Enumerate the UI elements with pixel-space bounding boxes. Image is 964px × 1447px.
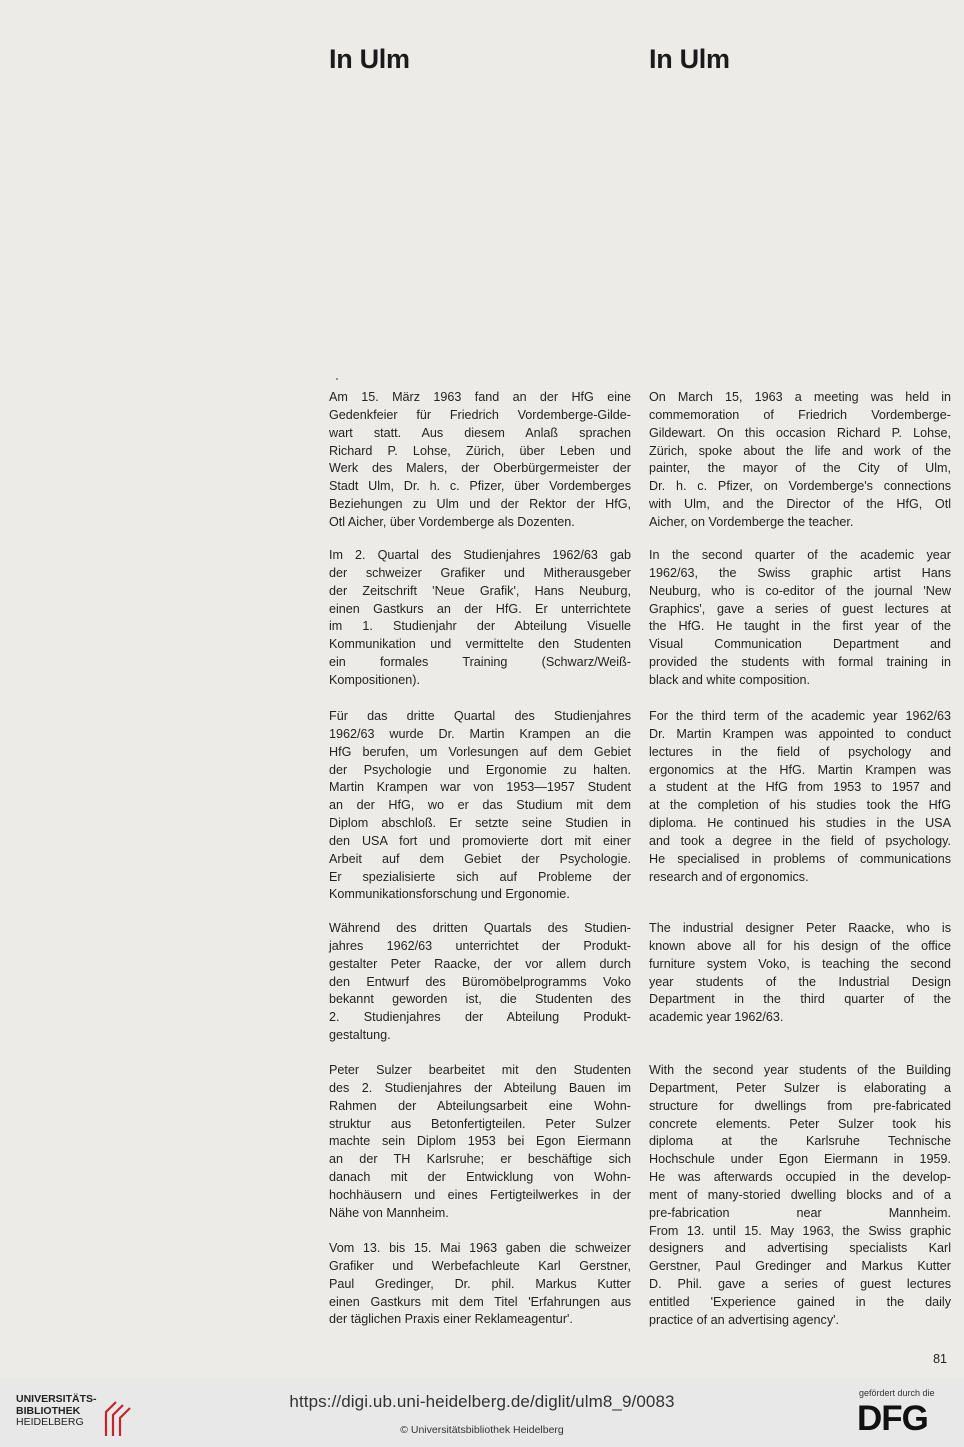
text-line: Gedenkfeier für Friedrich Vordemberge-Gilde- [329, 407, 631, 422]
library-name-line1: UNIVERSITÄTS- [16, 1393, 97, 1405]
text-line: the HfG. He taught in the first year of the [649, 619, 951, 634]
text-line: jahres 1962/63 unterrichtet der Produkt- [329, 938, 631, 953]
text-line: der Zeitschrift 'Neue Grafik', Hans Neuburg, [329, 583, 631, 598]
text-line: im 1. Studienjahr der Abteilung Visuelle [329, 619, 631, 634]
text-line: Hochschule under Egon Eiermann in 1959. [649, 1152, 951, 1167]
text-line: with Ulm, and the Director of the HfG, Otl [649, 497, 951, 512]
page-title-german: In Ulm [329, 44, 410, 74]
text-line: Peter Sulzer bearbeitet mit den Studenten [329, 1063, 631, 1077]
text-line: Dr. Martin Krampen was appointed to conduct [649, 726, 951, 741]
text-line: Für das dritte Quartal des Studienjahres [329, 709, 631, 723]
paragraph [649, 920, 951, 1027]
text-line: black and white composition. [649, 672, 811, 687]
text-line: bekannt geworden ist, die Studenten des [329, 992, 631, 1007]
text-line: HfG berufen, um Vorlesungen auf dem Gebiet [329, 744, 631, 759]
text-line: einen Gastkurs mit dem Titel 'Erfahrungen aus [329, 1294, 631, 1309]
text-line: Diplom abschloß. Er setzte seine Studien in [329, 816, 631, 831]
text-line: Aicher, on Vordemberge the teacher. [649, 514, 854, 529]
text-line: Kommunikation und vermittelte den Studenten [329, 637, 631, 652]
text-line: Neuburg, who is co-editor of the journal 'New [649, 583, 951, 598]
text-line: From 13. until 15. May 1963, the Swiss graphic [649, 1223, 951, 1238]
text-line: Stadt Ulm, Dr. h. c. Pfizer, über Vordemberges [329, 479, 631, 494]
text-line: Rahmen der Abteilungsarbeit eine Wohn- [329, 1098, 631, 1113]
text-line: Nähe von Mannheim. [329, 1205, 449, 1220]
text-line: In the second quarter of the academic year [649, 548, 951, 562]
scan-speck [336, 378, 338, 380]
text-line: an der TH Karlsruhe; er beschäftige sich [329, 1152, 631, 1167]
page-title-english: In Ulm [649, 44, 730, 74]
text-line: einen Gastkurs an der HfG. Er unterrichtete [329, 601, 631, 616]
text-line: Department, Peter Sulzer is elaborating a [649, 1080, 951, 1095]
text-line: designers and advertising specialists Karl [649, 1241, 951, 1256]
text-line: The industrial designer Peter Raacke, who is [649, 921, 951, 935]
text-line: der schweizer Grafiker und Mitherausgeber [329, 565, 631, 580]
paragraph [649, 708, 951, 886]
text-line: Arbeit auf dem Gebiet der Psychologie. [329, 851, 631, 866]
paragraph [649, 547, 951, 690]
text-line: machte sein Diplom 1953 bei Egon Eiermann [329, 1134, 631, 1149]
text-line: Graphics', gave a series of guest lectures at [649, 601, 951, 616]
text-line: Gildewart. On this occasion Richard P. Lohse, [649, 425, 951, 440]
text-line: known above all for his design of the office [649, 938, 951, 953]
text-line: a student at the HfG from 1953 to 1957 and [649, 780, 951, 795]
text-line: Während des dritten Quartals des Studien- [329, 921, 631, 935]
text-line: Department in the third quarter of the [649, 992, 951, 1007]
text-line: Beziehungen zu Ulm und der Rektor der HfG, [329, 497, 631, 512]
text-line: den USA fort und promovierte dort mit einer [329, 833, 631, 848]
library-name-line3: HEIDELBERG [16, 1416, 84, 1428]
text-line: On March 15, 1963 a meeting was held in [649, 390, 951, 404]
text-line: Am 15. März 1963 fand an der HfG eine [329, 390, 631, 404]
text-line: ment of many-storied dwelling blocks and of a [649, 1187, 951, 1202]
paragraph [329, 920, 631, 1045]
text-line: pre-fabrication near Mannheim. [649, 1205, 951, 1220]
text-line: 2. Studienjahres der Abteilung Produkt- [329, 1010, 631, 1025]
text-line: Zürich, spoke about the life and work of the [649, 443, 951, 458]
text-line: Gerstner, Paul Gredinger and Markus Kutter [649, 1259, 951, 1274]
text-line: ein formales Training (Schwarz/Weiß- [329, 655, 631, 670]
text-line: gestaltung. [329, 1028, 391, 1043]
text-line: danach mit der Entwicklung von Wohn- [329, 1170, 631, 1185]
text-line: furniture system Voko, is teaching the second [649, 956, 951, 971]
text-line: Richard P. Lohse, Zürich, über Leben und [329, 443, 631, 458]
text-line: diploma at the Karlsruhe Technische [649, 1134, 951, 1149]
page-number: 81 [933, 1352, 947, 1366]
text-line: Vom 13. bis 15. Mai 1963 gaben die schweizer [329, 1241, 631, 1255]
text-line: 1962/63, the Swiss graphic artist Hans [649, 565, 951, 580]
text-line: 1962/63 wurde Dr. Martin Krampen an die [329, 726, 631, 741]
text-line: He specialised in problems of communications [649, 851, 951, 866]
text-line: lectures in the field of psychology and [649, 744, 951, 759]
funder-note: gefördert durch die [859, 1388, 935, 1398]
text-line: entitled 'Experience gained in the daily [649, 1294, 951, 1309]
text-line: D. Phil. gave a series of guest lectures [649, 1277, 951, 1292]
text-line: gestalter Peter Raacke, der vor allem durch [329, 956, 631, 971]
text-line: der täglichen Praxis einer Reklameagentur'. [329, 1312, 573, 1327]
paragraph [329, 1240, 631, 1329]
paragraph [649, 389, 951, 532]
library-footer [0, 1378, 964, 1447]
text-line: Paul Gredinger, Dr. phil. Markus Kutter [329, 1276, 631, 1291]
text-line: year students of the Industrial Design [649, 974, 951, 989]
paragraph [329, 547, 631, 690]
text-line: der Psychologie und Ergonomie zu halten. [329, 762, 631, 777]
text-line: Im 2. Quartal des Studienjahres 1962/63 gab [329, 548, 631, 562]
text-line: hochhäusern und eines Fertigteilwerkes in der [329, 1187, 631, 1202]
text-line: Kommunikationsforschung und Ergonomie. [329, 887, 570, 902]
paragraph [649, 1062, 951, 1330]
text-line: Er spezialisierte sich auf Probleme der [329, 869, 631, 884]
text-line: des 2. Studienjahres der Abteilung Bauen im [329, 1080, 631, 1095]
text-line: wart statt. Aus diesem Anlaß sprachen [329, 425, 631, 440]
text-line: For the third term of the academic year 1962/63 [649, 709, 951, 723]
text-line: Otl Aicher, über Vordemberge als Dozenten. [329, 514, 575, 529]
text-line: Dr. h. c. Pfizer, on Vordemberge's connections [649, 479, 951, 494]
library-name-line2: BIBLIOTHEK [16, 1404, 81, 1417]
text-line: With the second year students of the Building [649, 1063, 951, 1077]
copyright-notice: © Universitätsbibliothek Heidelberg [400, 1424, 564, 1436]
text-line: struktur aus Betonfertigteilen. Peter Sulzer [329, 1116, 631, 1131]
text-line: ergonomics at the HfG. Martin Krampen was [649, 762, 951, 777]
text-line: academic year 1962/63. [649, 1010, 784, 1025]
text-line: commemoration of Friedrich Vordemberge- [649, 407, 951, 422]
dfg-logo[interactable]: DFG [857, 1399, 928, 1438]
text-line: at the completion of his studies took the HfG [649, 798, 951, 813]
text-line: He was afterwards occupied in the develop- [649, 1170, 951, 1185]
text-line: painter, the mayor of the City of Ulm, [649, 461, 951, 476]
text-line: and took a degree in the field of psychology. [649, 833, 951, 848]
text-line: den Entwurf des Büromöbelprogramms Voko [329, 974, 631, 989]
text-line: provided the students with formal training in [649, 655, 951, 670]
text-line: diploma. He continued his studies in the USA [649, 816, 951, 831]
text-line: Martin Krampen war von 1953—1957 Student [329, 780, 631, 795]
text-line: research and of ergonomics. [649, 869, 809, 884]
text-line: Grafiker und Werbefachleute Karl Gerstner, [329, 1258, 631, 1273]
paragraph [329, 1062, 631, 1223]
text-line: Werk des Malers, der Oberbürgermeister der [329, 461, 631, 476]
permalink-url[interactable]: https://digi.ub.uni-heidelberg.de/diglit/ulm8_9/0083 [289, 1392, 675, 1411]
text-line: an der HfG, wo er das Studium mit dem [329, 798, 631, 813]
text-line: concrete elements. Peter Sulzer took his [649, 1116, 951, 1131]
text-line: structure for dwellings from pre-fabricated [649, 1098, 951, 1113]
text-line: Kompositionen). [329, 672, 421, 687]
text-line: practice of an advertising agency'. [649, 1312, 840, 1327]
paragraph [329, 389, 631, 532]
paragraph [329, 708, 631, 904]
text-line: Visual Communication Department and [649, 637, 951, 652]
